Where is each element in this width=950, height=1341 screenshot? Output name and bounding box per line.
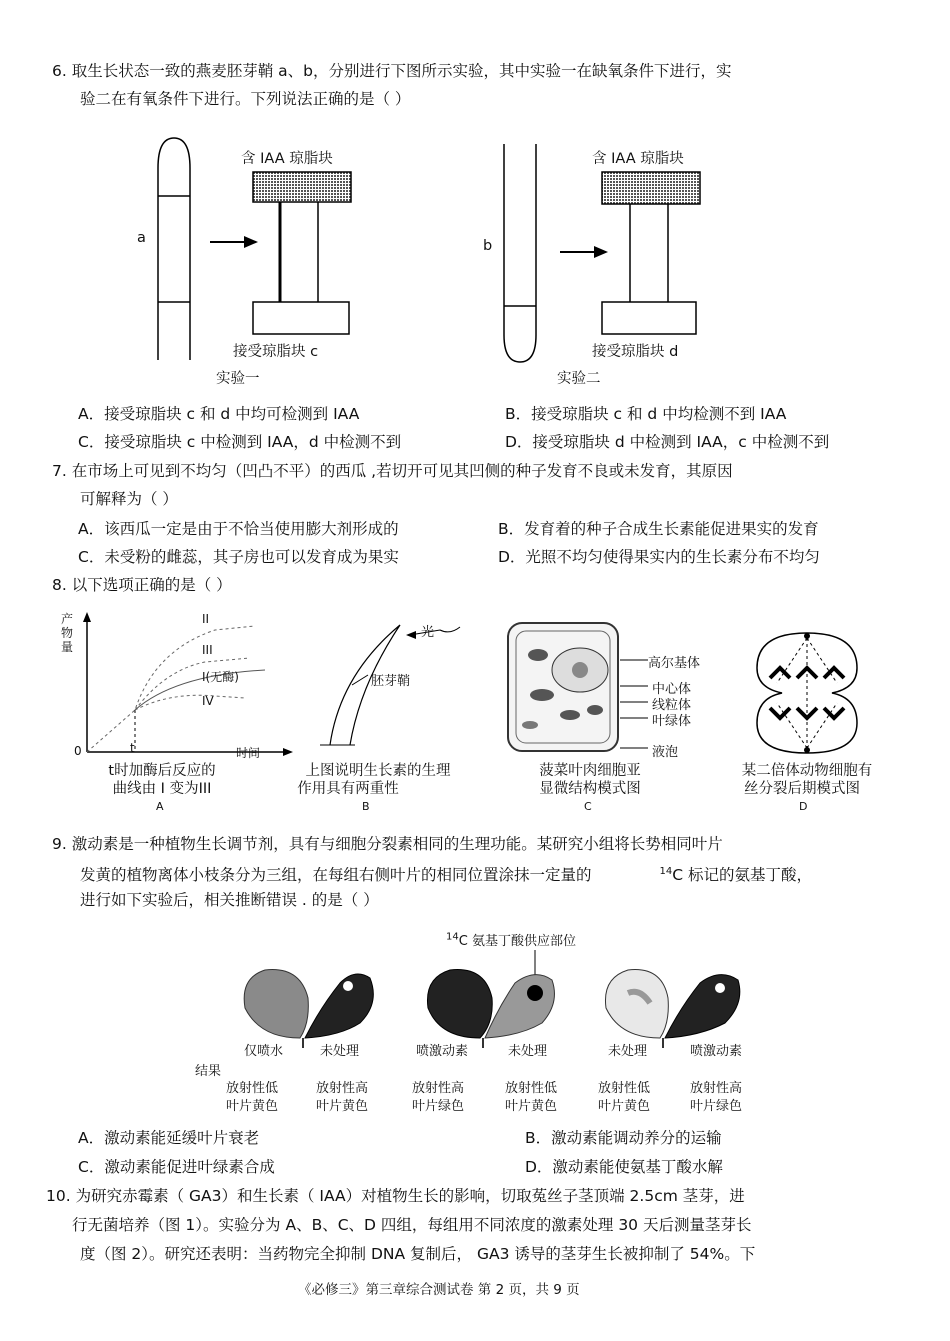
q9-g2-result-1: 放射性高 xyxy=(412,1081,465,1096)
q8-mitosis-diagram xyxy=(752,628,862,758)
q8-golgi-label: 高尔基体 xyxy=(648,656,701,671)
q9-g1-result-3: 放射性高 xyxy=(316,1081,369,1096)
q6-bottom-label-1: 接受琼脂块 c xyxy=(233,344,319,360)
q9-g2-result-4: 叶片黄色 xyxy=(505,1099,558,1114)
q8-chloro-label: 叶绿体 xyxy=(652,714,692,729)
q8-d-caption-2: 丝分裂后期模式图 xyxy=(744,781,860,797)
q9-leaf-figure xyxy=(230,948,770,1048)
q7-option-a: A．该西瓜一定是由于不恰当使用膨大剂形成的 xyxy=(78,520,399,538)
q8-a-letter: A xyxy=(156,800,164,813)
q8-light-label: 光 xyxy=(421,625,435,640)
q6-label-b: b xyxy=(483,238,493,254)
q6-exp2-label: 实验二 xyxy=(557,371,601,387)
q8-c-caption-2: 显微结构模式图 xyxy=(539,781,641,797)
q6-label-a: a xyxy=(137,230,146,246)
q7-option-c: C．未受粉的雌蕊，其子房也可以发育成为果实 xyxy=(78,548,399,566)
q7-option-d: D．光照不均匀使得果实内的生长素分布不均匀 xyxy=(498,548,820,566)
q8-vacuole-label: 液泡 xyxy=(652,745,679,760)
q9-g2-result-2: 叶片绿色 xyxy=(412,1099,465,1114)
q9-g2-left-label: 喷激动素 xyxy=(416,1044,469,1059)
q9-g1-left-label: 仅喷水 xyxy=(244,1044,284,1059)
q6-top-label-2: 含 IAA 琼脂块 xyxy=(592,151,684,167)
q9-option-a: A．激动素能延缓叶片衰老 xyxy=(78,1129,260,1147)
page-footer: 《必修三》第三章综合测试卷 第 2 页，共 9 页 xyxy=(298,1282,580,1298)
q7-stem-line2: 可解释为（ ） xyxy=(80,490,178,508)
q8-curve-iv: IV xyxy=(202,694,214,708)
q9-g2-result-3: 放射性低 xyxy=(505,1081,558,1096)
q10-stem-line3: 度（图 2）。研究还表明：当药物完全抑制 DNA 复制后， GA3 诱导的茎芽生长被抑制了 54%。下 xyxy=(80,1245,756,1263)
q9-option-c: C．激动素能促进叶绿素合成 xyxy=(78,1158,275,1176)
q8-origin: 0 xyxy=(74,744,82,758)
q9-result-label: 结果 xyxy=(195,1064,222,1079)
q8-xlabel: 时间 xyxy=(236,746,261,760)
q8-mito-label: 线粒体 xyxy=(652,698,692,713)
q9-option-d: D．激动素能使氨基丁酸水解 xyxy=(525,1158,723,1176)
q10-stem-line2: 行无菌培养（图 1）。实验分为 A、B、C、D 四组，每组用不同浓度的激素处理 30 天后测量茎芽长 xyxy=(72,1216,752,1234)
q8-curve-ii: II xyxy=(202,612,210,626)
q6-top-label-1: 含 IAA 琼脂块 xyxy=(241,151,333,167)
q8-d-letter: D xyxy=(799,800,808,813)
q7-stem-line1: 7. 在市场上可见到不均匀（凹凸不平）的西瓜 ,若切开可见其凹侧的种子发育不良或未发育，其原因 xyxy=(52,462,733,480)
q8-graph-ylabel: 产物量 xyxy=(61,612,74,654)
q9-stem-line3: 进行如下实验后，相关推断错误 . 的是（ ） xyxy=(80,891,379,909)
q8-d-caption-1: 某二倍体动物细胞有 xyxy=(741,763,873,779)
q8-cell-leader-lines xyxy=(620,650,650,760)
q8-a-caption-2: 曲线由 I 变为III xyxy=(112,781,212,797)
q6-option-a: A．接受琼脂块 c 和 d 中均可检测到 IAA xyxy=(78,405,360,423)
q8-b-caption-2: 作用具有两重性 xyxy=(297,781,399,797)
q8-centriole-label: 中心体 xyxy=(652,682,692,697)
q9-option-b: B．激动素能调动养分的运输 xyxy=(525,1129,722,1147)
q8-b-caption-1: 上图说明生长素的生理 xyxy=(305,763,451,779)
q9-g1-result-2: 叶片黄色 xyxy=(226,1099,279,1114)
q10-stem-line1: 10. 为研究赤霉素（ GA3）和生长素（ IAA）对植物生长的影响，切取菟丝子茎顶端 2.5cm 茎芽，进 xyxy=(46,1187,745,1205)
q6-option-c: C．接受琼脂块 c 中检测到 IAA，d 中检测不到 xyxy=(78,433,402,451)
q9-g3-left-label: 未处理 xyxy=(608,1044,648,1059)
q9-fig-title: $^{14}$C 氨基丁酸供应部位 xyxy=(446,931,576,949)
q6-exp1-label: 实验一 xyxy=(216,371,260,387)
q8-curve-i: I(无酶) xyxy=(202,670,239,684)
q9-stem-line1: 9. 激动素是一种植物生长调节剂，具有与细胞分裂素相同的生理功能。某研究小组将长势相同叶片 xyxy=(52,835,723,853)
q7-option-b: B．发育着的种子合成生长素能促进果实的发育 xyxy=(498,520,819,538)
q6-option-d: D．接受琼脂块 d 中检测到 IAA，c 中检测不到 xyxy=(505,433,830,451)
q8-a-caption-1: t时加酶后反应的 xyxy=(108,763,216,779)
q8-curve-iii: III xyxy=(202,643,213,657)
q8-cell-diagram xyxy=(500,615,630,760)
q9-g1-result-4: 叶片黄色 xyxy=(316,1099,369,1114)
q9-g1-result-1: 放射性低 xyxy=(226,1081,279,1096)
q8-coleoptile-label: 胚芽鞘 xyxy=(371,674,411,689)
q9-g3-result-4: 叶片绿色 xyxy=(690,1099,743,1114)
q8-c-letter: C xyxy=(584,800,592,813)
q9-stem-line2: 发黄的植物离体小枝条分为三组，在每组右侧叶片的相同位置涂抹一定量的 $^{14}$C 标记的氨基丁酸， xyxy=(80,866,813,885)
q9-g2-right-label: 未处理 xyxy=(508,1044,548,1059)
q6-bottom-label-2: 接受琼脂块 d xyxy=(592,344,679,360)
q9-g3-result-2: 叶片黄色 xyxy=(598,1099,651,1114)
q9-g3-result-3: 放射性高 xyxy=(690,1081,743,1096)
q8-b-letter: B xyxy=(362,800,370,813)
q6-stem-line2: 验二在有氧条件下进行。下列说法正确的是（ ） xyxy=(80,90,411,108)
q9-g3-result-1: 放射性低 xyxy=(598,1081,651,1096)
q8-t-label: t xyxy=(130,741,135,755)
q9-g1-right-label: 未处理 xyxy=(320,1044,360,1059)
q6-stem-line1: 6. 取生长状态一致的燕麦胚芽鞘 a、b，分别进行下图所示实验，其中实验一在缺氧条件下进行，实 xyxy=(52,62,732,80)
q6-option-b: B．接受琼脂块 c 和 d 中均检测不到 IAA xyxy=(505,405,787,423)
q8-graph-a xyxy=(55,610,295,760)
q8-c-caption-1: 菠菜叶肉细胞亚 xyxy=(539,763,641,779)
q8-stem: 8. 以下选项正确的是（ ） xyxy=(52,576,232,594)
q9-g3-right-label: 喷激动素 xyxy=(690,1044,743,1059)
